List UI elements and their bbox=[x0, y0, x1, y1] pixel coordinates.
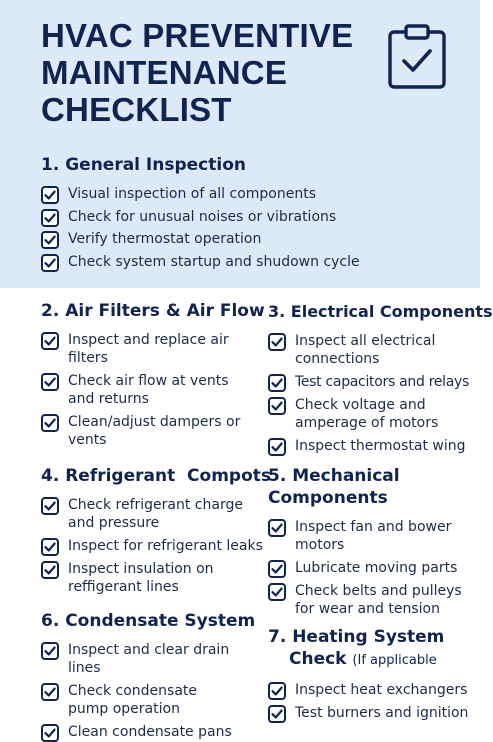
item-label: Test burners and ignition bbox=[295, 705, 469, 721]
checkbox-checked-icon[interactable] bbox=[268, 438, 286, 456]
item-label: Inspect thermostat wing bbox=[295, 438, 466, 454]
checkbox-checked-icon[interactable] bbox=[41, 642, 59, 660]
checkbox-checked-icon[interactable] bbox=[268, 519, 286, 537]
item-label: Visual inspection of all components bbox=[68, 186, 317, 202]
checkbox-checked-icon[interactable] bbox=[268, 682, 286, 700]
checkbox-checked-icon[interactable] bbox=[41, 186, 59, 204]
checklist-item[interactable] bbox=[268, 559, 480, 577]
checkbox-checked-icon[interactable] bbox=[41, 332, 59, 350]
item-label: Inspect and replace air filters bbox=[68, 332, 229, 366]
checklist-item[interactable] bbox=[41, 253, 461, 271]
checklist-item[interactable] bbox=[268, 704, 480, 722]
section-title: 6. Condensate System bbox=[41, 611, 256, 631]
checkbox-checked-icon[interactable] bbox=[41, 724, 59, 742]
checkbox-checked-icon[interactable] bbox=[41, 497, 59, 515]
title-line-2: MAINTENANCE bbox=[41, 54, 288, 91]
checklist-item[interactable] bbox=[268, 332, 446, 368]
checklist-item[interactable] bbox=[41, 496, 246, 532]
checklist-item[interactable] bbox=[41, 185, 461, 203]
checklist-item[interactable] bbox=[268, 437, 480, 455]
section-air-filters bbox=[41, 300, 266, 449]
checkbox-checked-icon[interactable] bbox=[268, 333, 286, 351]
checkbox-checked-icon[interactable] bbox=[268, 705, 286, 723]
section-general-inspection bbox=[41, 154, 461, 271]
item-label: Check voltage and amperage of motors bbox=[295, 397, 439, 431]
section-title-subtext: (If applicable bbox=[352, 653, 437, 668]
checkbox-checked-icon[interactable] bbox=[41, 683, 59, 701]
checklist-item[interactable] bbox=[268, 582, 468, 618]
item-label: Check air flow at vents and returns bbox=[68, 373, 229, 407]
checkbox-checked-icon[interactable] bbox=[41, 373, 59, 391]
section-heating bbox=[268, 626, 480, 722]
section-mechanical bbox=[268, 465, 480, 618]
section-title: 4. Refrigerant Compots bbox=[41, 466, 272, 486]
section-title-line-2 bbox=[268, 648, 480, 672]
title-line-1: HVAC PREVENTIVE bbox=[41, 17, 354, 54]
checklist-item[interactable] bbox=[41, 641, 266, 677]
item-label: Inspect all electrical connections bbox=[295, 333, 436, 367]
checkbox-checked-icon[interactable] bbox=[41, 538, 59, 556]
checkbox-checked-icon[interactable] bbox=[268, 397, 286, 415]
section-refrigerant bbox=[41, 465, 272, 596]
checklist-item[interactable] bbox=[41, 413, 251, 449]
checkbox-checked-icon[interactable] bbox=[41, 231, 59, 249]
checklist-item[interactable] bbox=[41, 372, 231, 408]
item-label: Inspect insulation on reffigerant lines bbox=[68, 561, 214, 595]
page-title bbox=[41, 17, 361, 128]
checkbox-checked-icon[interactable] bbox=[41, 254, 59, 272]
item-label: Clean condensate pans bbox=[68, 724, 232, 740]
checkbox-checked-icon[interactable] bbox=[41, 209, 59, 227]
item-label: Check system startup and shudown cycle bbox=[68, 253, 360, 270]
checklist-item[interactable] bbox=[268, 396, 446, 432]
section-title: 3. Electrical Components bbox=[268, 302, 493, 321]
section-title-check: Check bbox=[289, 649, 347, 669]
item-label: Check belts and pulleys for wear and tension bbox=[295, 583, 462, 617]
section-electrical bbox=[268, 301, 493, 455]
section-title bbox=[268, 626, 480, 672]
checklist-item[interactable] bbox=[41, 208, 461, 226]
section-title: 5. Mechanical Components bbox=[268, 466, 400, 508]
checklist-item[interactable] bbox=[41, 331, 266, 367]
checklist-item[interactable] bbox=[41, 560, 236, 596]
item-label: Test capacitors and relays bbox=[295, 374, 470, 390]
item-label: Inspect fan and bower motors bbox=[295, 519, 452, 553]
checklist-item[interactable] bbox=[268, 681, 480, 699]
section-title: 1. General Inspection bbox=[41, 155, 246, 175]
item-label: Lubricate moving parts bbox=[295, 560, 458, 576]
checkbox-checked-icon[interactable] bbox=[41, 561, 59, 579]
checklist-item[interactable] bbox=[41, 230, 461, 248]
section-condensate bbox=[41, 610, 266, 741]
item-label: Check condensate pump operation bbox=[68, 683, 198, 717]
checklist-item[interactable] bbox=[41, 537, 266, 555]
checklist-item[interactable] bbox=[41, 682, 241, 718]
item-label: Inspect heat exchangers bbox=[295, 682, 468, 698]
item-label: Verify thermostat operation bbox=[68, 231, 262, 247]
title-line-3: CHECKLIST bbox=[41, 91, 232, 128]
checklist-item[interactable] bbox=[41, 723, 266, 741]
checklist-item[interactable] bbox=[268, 518, 453, 554]
section-title-line-1: 7. Heating System bbox=[268, 627, 445, 647]
checklist-item[interactable] bbox=[268, 373, 480, 391]
item-label: Check for unusual noises or vibrations bbox=[68, 208, 337, 225]
checkbox-checked-icon[interactable] bbox=[268, 583, 286, 601]
checkbox-checked-icon[interactable] bbox=[268, 374, 286, 392]
item-label: Clean/adjust dampers or vents bbox=[68, 414, 241, 448]
clipboard-check-icon bbox=[387, 23, 447, 89]
item-label: Inspect and clear drain lines bbox=[68, 642, 230, 676]
item-label: Inspect for refrigerant leaks bbox=[68, 538, 263, 554]
section-title: 2. Air Filters & Air Flow bbox=[41, 301, 265, 321]
item-label: Check refrigerant charge and pressure bbox=[68, 497, 243, 531]
checkbox-checked-icon[interactable] bbox=[41, 414, 59, 432]
checkbox-checked-icon[interactable] bbox=[268, 560, 286, 578]
